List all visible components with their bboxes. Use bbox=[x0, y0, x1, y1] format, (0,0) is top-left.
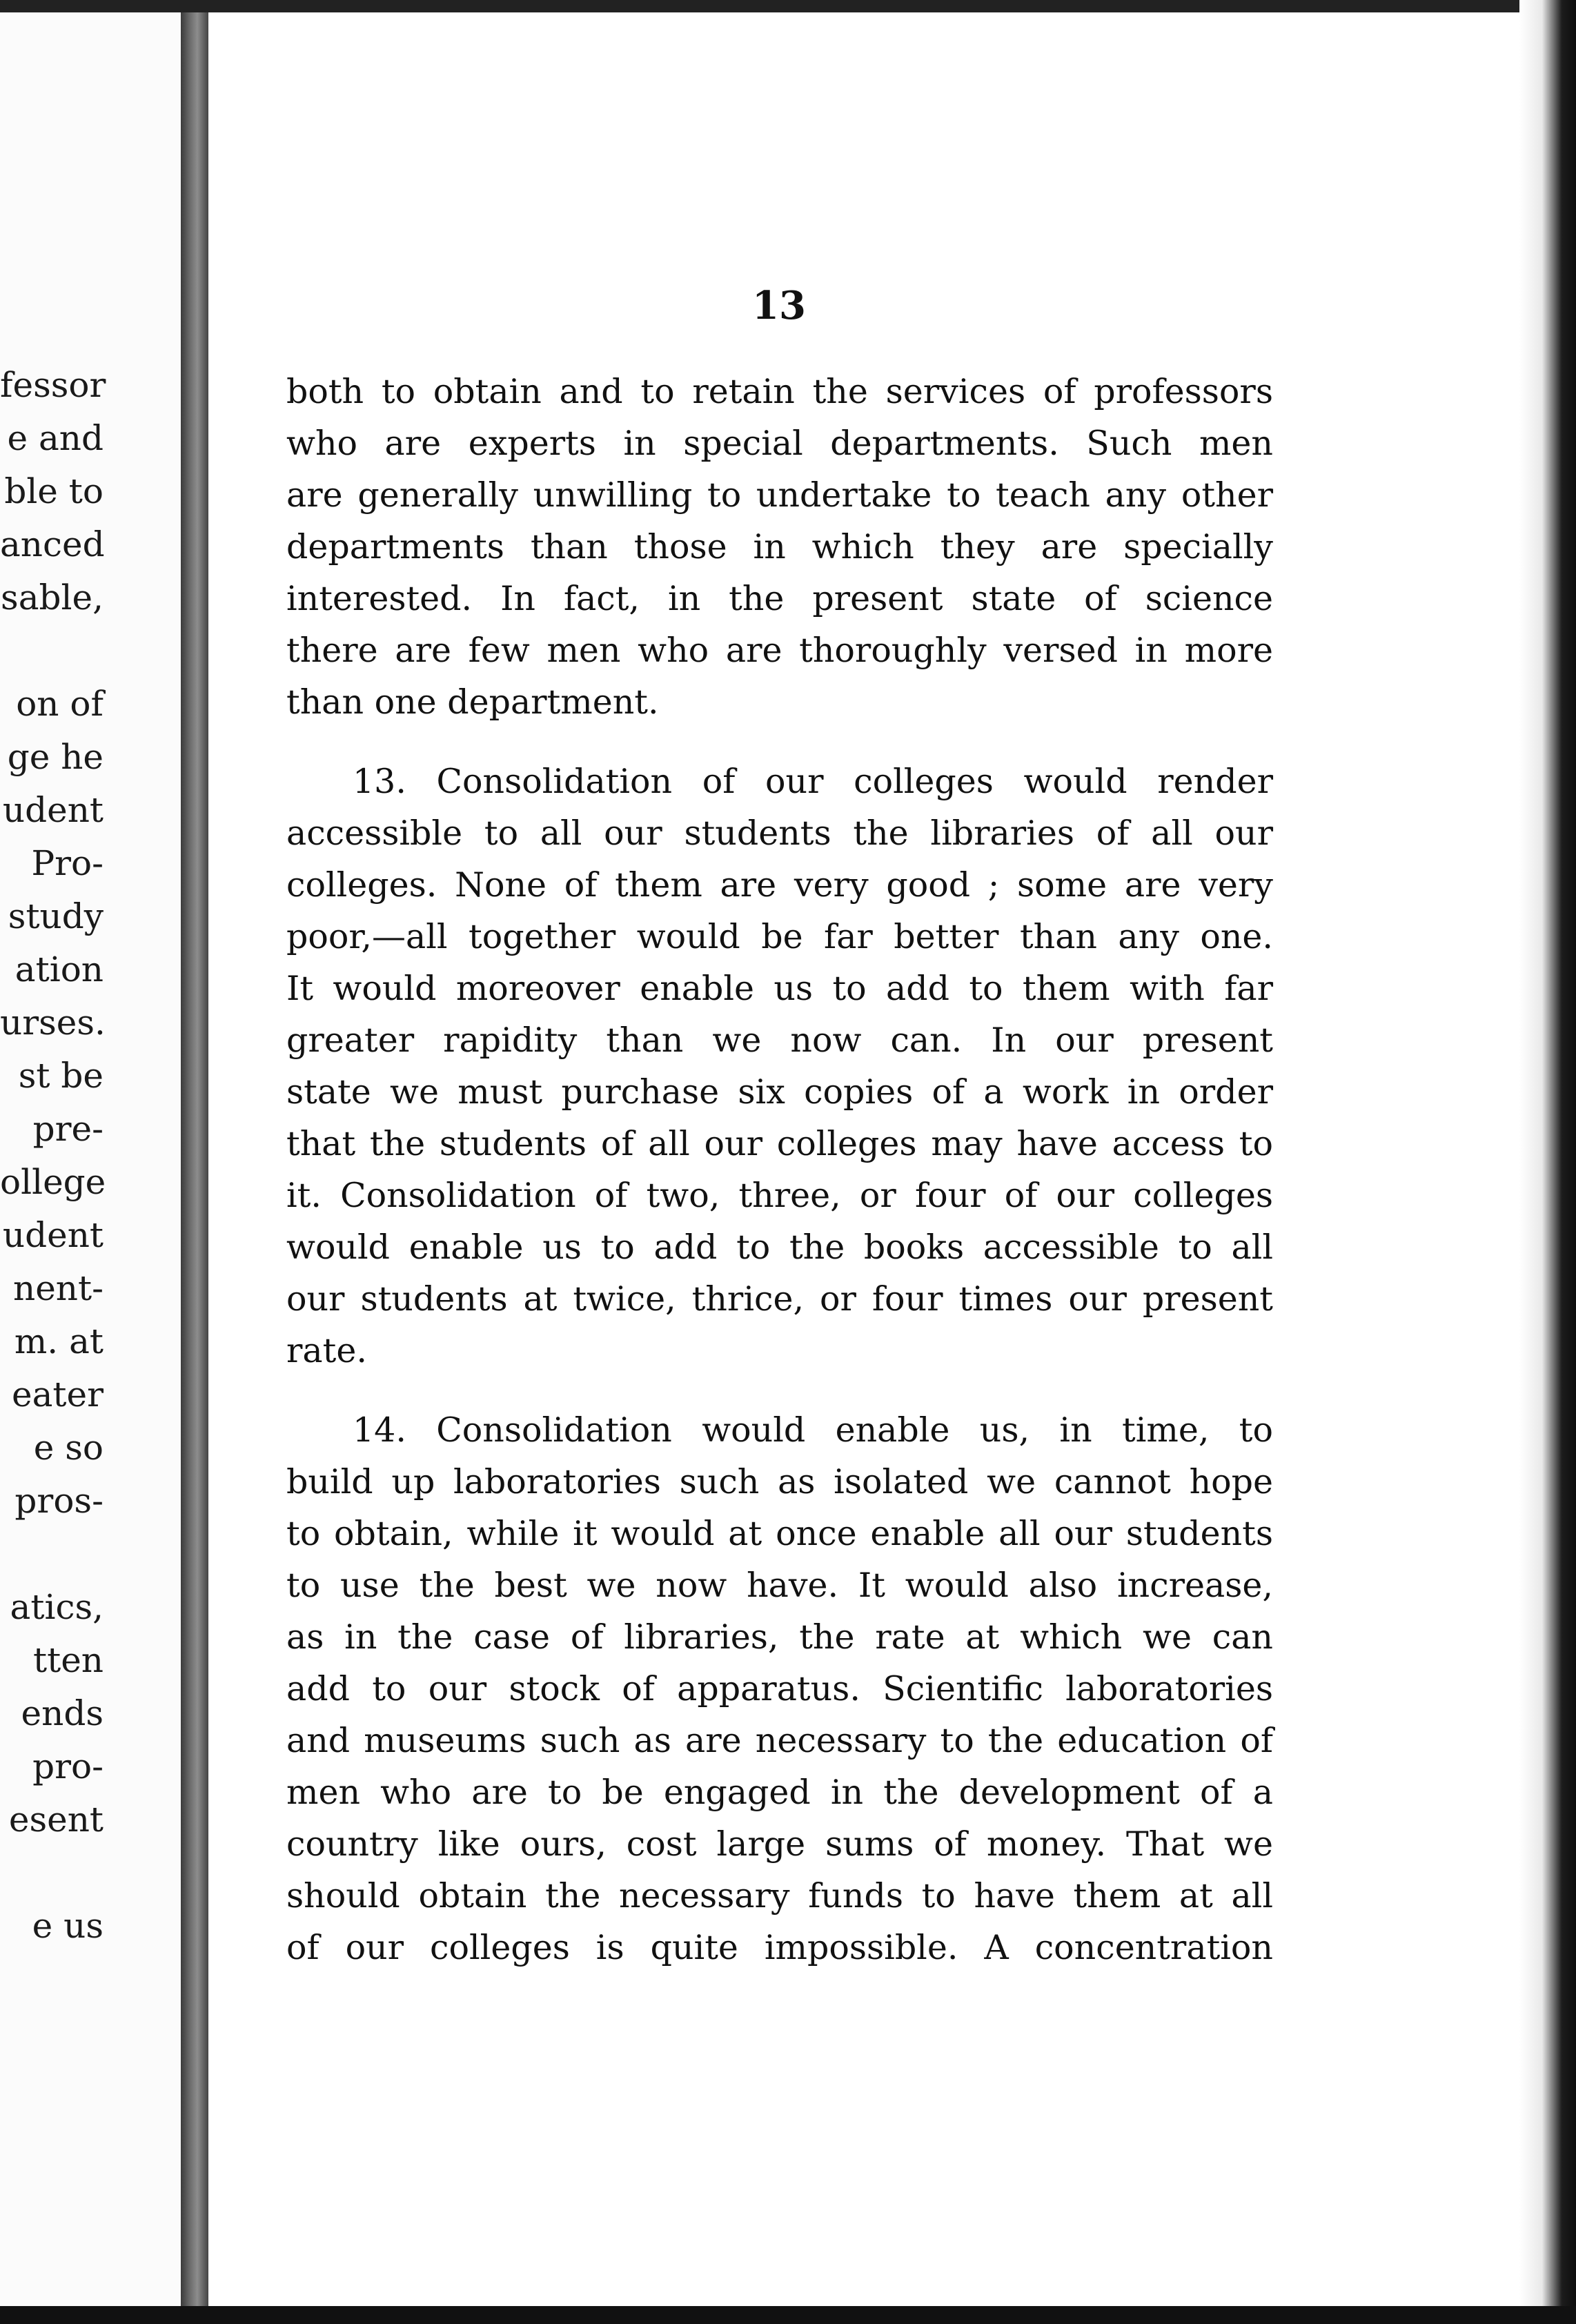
scan-top-border bbox=[0, 0, 1576, 12]
text-line: as in the case of libraries, the rate at which we can bbox=[286, 1617, 1273, 1657]
page-body-text bbox=[286, 366, 1273, 1973]
left-fragment-line: ble to bbox=[4, 471, 104, 511]
text-line: both to obtain and to retain the services of professors bbox=[286, 372, 1273, 411]
left-fragment-line: udent bbox=[2, 1215, 104, 1255]
left-fragment-line: st be bbox=[18, 1056, 104, 1096]
text-line: accessible to all our students the libraries of all our bbox=[286, 814, 1273, 853]
paragraph-gap bbox=[286, 1377, 1273, 1404]
left-fragment-line: urses. bbox=[0, 1003, 106, 1043]
left-fragment-line: pros- bbox=[14, 1481, 104, 1521]
left-fragment-line: e and bbox=[7, 418, 104, 458]
text-line: state we must purchase six copies of a work in order bbox=[286, 1072, 1273, 1112]
text-line: interested. In fact, in the present state of science bbox=[286, 579, 1273, 618]
left-fragment-line: ation bbox=[14, 949, 104, 989]
left-fragment-line: pro- bbox=[32, 1746, 104, 1786]
paragraph-continued bbox=[286, 366, 1273, 728]
text-line: rate. bbox=[286, 1331, 367, 1370]
text-line: there are few men who are thoroughly versed in more bbox=[286, 631, 1273, 670]
left-fragment-line: atics, bbox=[10, 1587, 104, 1627]
text-line: add to our stock of apparatus. Scientific laboratories bbox=[286, 1669, 1273, 1708]
text-line: country like ours, cost large sums of money. That we bbox=[286, 1824, 1273, 1864]
text-line: and museums such as are necessary to the education of bbox=[286, 1721, 1273, 1760]
text-line: 13. Consolidation of our colleges would render bbox=[353, 762, 1273, 801]
text-line: greater rapidity than we now can. In our present bbox=[286, 1021, 1273, 1060]
left-fragment-line: esent bbox=[8, 1800, 104, 1840]
left-page-text-fragments bbox=[0, 359, 104, 1953]
left-fragment-line: study bbox=[8, 896, 104, 936]
left-fragment-gap bbox=[0, 624, 104, 678]
text-line: of our colleges is quite impossible. A concentration bbox=[286, 1928, 1273, 1967]
left-fragment-line: on of bbox=[16, 684, 104, 724]
text-line: are generally unwilling to undertake to teach any other bbox=[286, 475, 1273, 515]
text-line: to obtain, while it would at once enable all our students bbox=[286, 1514, 1273, 1553]
left-fragment-line: ends bbox=[21, 1693, 104, 1733]
text-line: 14. Consolidation would enable us, in time, to bbox=[353, 1410, 1273, 1450]
page-number: 13 bbox=[752, 283, 806, 328]
left-fragment-gap bbox=[0, 1847, 104, 1900]
left-fragment-line: e so bbox=[33, 1428, 104, 1468]
left-fragment-line: eater bbox=[12, 1375, 104, 1415]
text-line: should obtain the necessary funds to have them at all bbox=[286, 1876, 1273, 1916]
text-line: It would moreover enable us to add to them with far bbox=[286, 969, 1273, 1008]
left-fragment-line: tten bbox=[33, 1640, 104, 1680]
left-fragment-line: pre- bbox=[32, 1109, 104, 1149]
left-fragment-gap bbox=[0, 1528, 104, 1581]
paragraph-14 bbox=[286, 1404, 1273, 1973]
text-line: build up laboratories such as isolated we cannot hope bbox=[286, 1462, 1273, 1501]
left-fragment-line: m. at bbox=[14, 1321, 104, 1361]
text-line: it. Consolidation of two, three, or four of our colleges bbox=[286, 1176, 1273, 1215]
text-line: poor,—all together would be far better than any one. bbox=[286, 917, 1273, 956]
left-fragment-line: anced bbox=[0, 524, 105, 564]
text-line: departments than those in which they are specially bbox=[286, 527, 1273, 567]
left-fragment-line: sable, bbox=[1, 578, 104, 618]
left-fragment-line: ge he bbox=[7, 737, 104, 777]
text-line: men who are to be engaged in the development of a bbox=[286, 1773, 1273, 1812]
book-gutter-shadow bbox=[181, 0, 208, 2324]
left-fragment-line: ollege bbox=[0, 1162, 106, 1202]
scan-bottom-border bbox=[0, 2306, 1576, 2324]
text-line: colleges. None of them are very good ; some are very bbox=[286, 865, 1273, 905]
paragraph-gap bbox=[286, 728, 1273, 756]
text-line: would enable us to add to the books accessible to all bbox=[286, 1228, 1273, 1267]
paragraph-13 bbox=[286, 756, 1273, 1377]
text-line: to use the best we now have. It would also increase, bbox=[286, 1566, 1273, 1605]
left-fragment-line: nent- bbox=[13, 1268, 104, 1308]
left-fragment-line: fessor bbox=[0, 365, 106, 405]
left-fragment-line: e us bbox=[32, 1906, 104, 1946]
text-line: who are experts in special departments. Such men bbox=[286, 424, 1273, 463]
left-fragment-line: Pro- bbox=[31, 843, 104, 883]
text-line: our students at twice, thrice, or four times our present bbox=[286, 1279, 1273, 1319]
left-fragment-line: udent bbox=[2, 790, 104, 830]
scan-right-border bbox=[1519, 0, 1576, 2324]
left-facing-page bbox=[0, 0, 181, 2324]
text-line: that the students of all our colleges may have access to bbox=[286, 1124, 1273, 1163]
text-line: than one department. bbox=[286, 682, 659, 722]
